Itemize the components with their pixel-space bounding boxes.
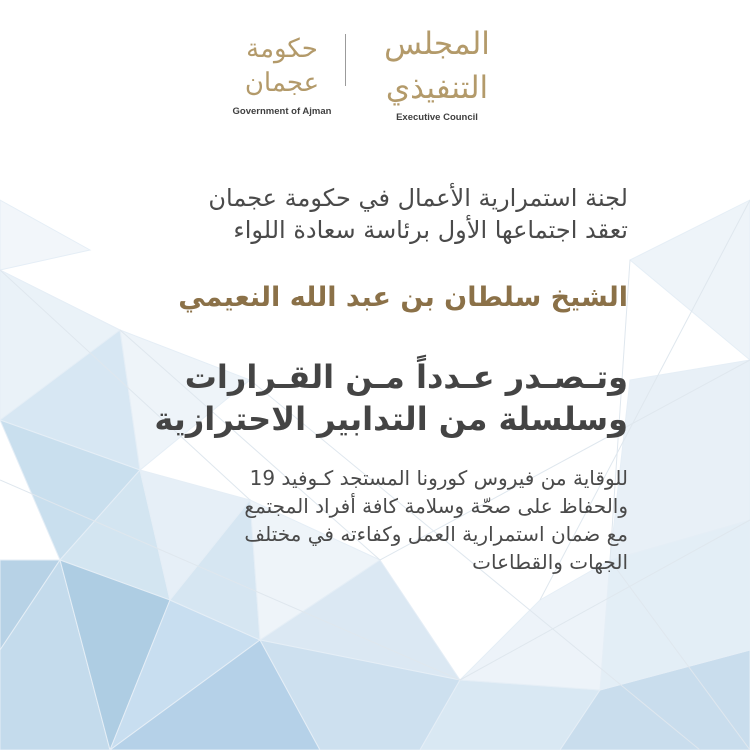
intro-line-2: تعقد اجتماعها الأول برئاسة سعادة اللواء (233, 216, 628, 244)
body-text (108, 464, 628, 576)
government-of-ajman-logo (222, 32, 342, 117)
body-line-4: الجهات والقطاعات (472, 550, 628, 574)
government-of-ajman-logo-arabic: حكومة عجمان (244, 34, 320, 98)
intro-line-1: لجنة استمرارية الأعمال في حكومة عجمان (208, 184, 628, 212)
body-line-1: للوقاية من فيروس كورونا المستجد كـوفيد 19 (249, 466, 628, 490)
intro-text (108, 182, 628, 246)
header (0, 22, 750, 123)
headline-line-2: وسلسلة من التدابير الاحترازية (154, 400, 628, 438)
headline-text (108, 356, 628, 440)
sheikh-name-line: الشيخ سلطان بن عبد الله النعيمي (178, 282, 628, 313)
name-text (108, 280, 628, 316)
logo-divider (345, 34, 346, 86)
headline-line-1: وتـصـدر عـدداً مـن القـرارات (184, 358, 628, 396)
body-line-3: مع ضمان استمرارية العمل وكفاءته في مختلف (244, 522, 628, 546)
executive-council-logo-arabic: المجلس التنفيذي (384, 26, 490, 106)
executive-council-logo (352, 22, 522, 123)
government-of-ajman-logo-english: Government of Ajman (232, 106, 332, 117)
body-line-2: والحفاظ على صحّة وسلامة كافة أفراد المجتمع (244, 494, 628, 518)
executive-council-logo-english: Executive Council (396, 112, 478, 123)
